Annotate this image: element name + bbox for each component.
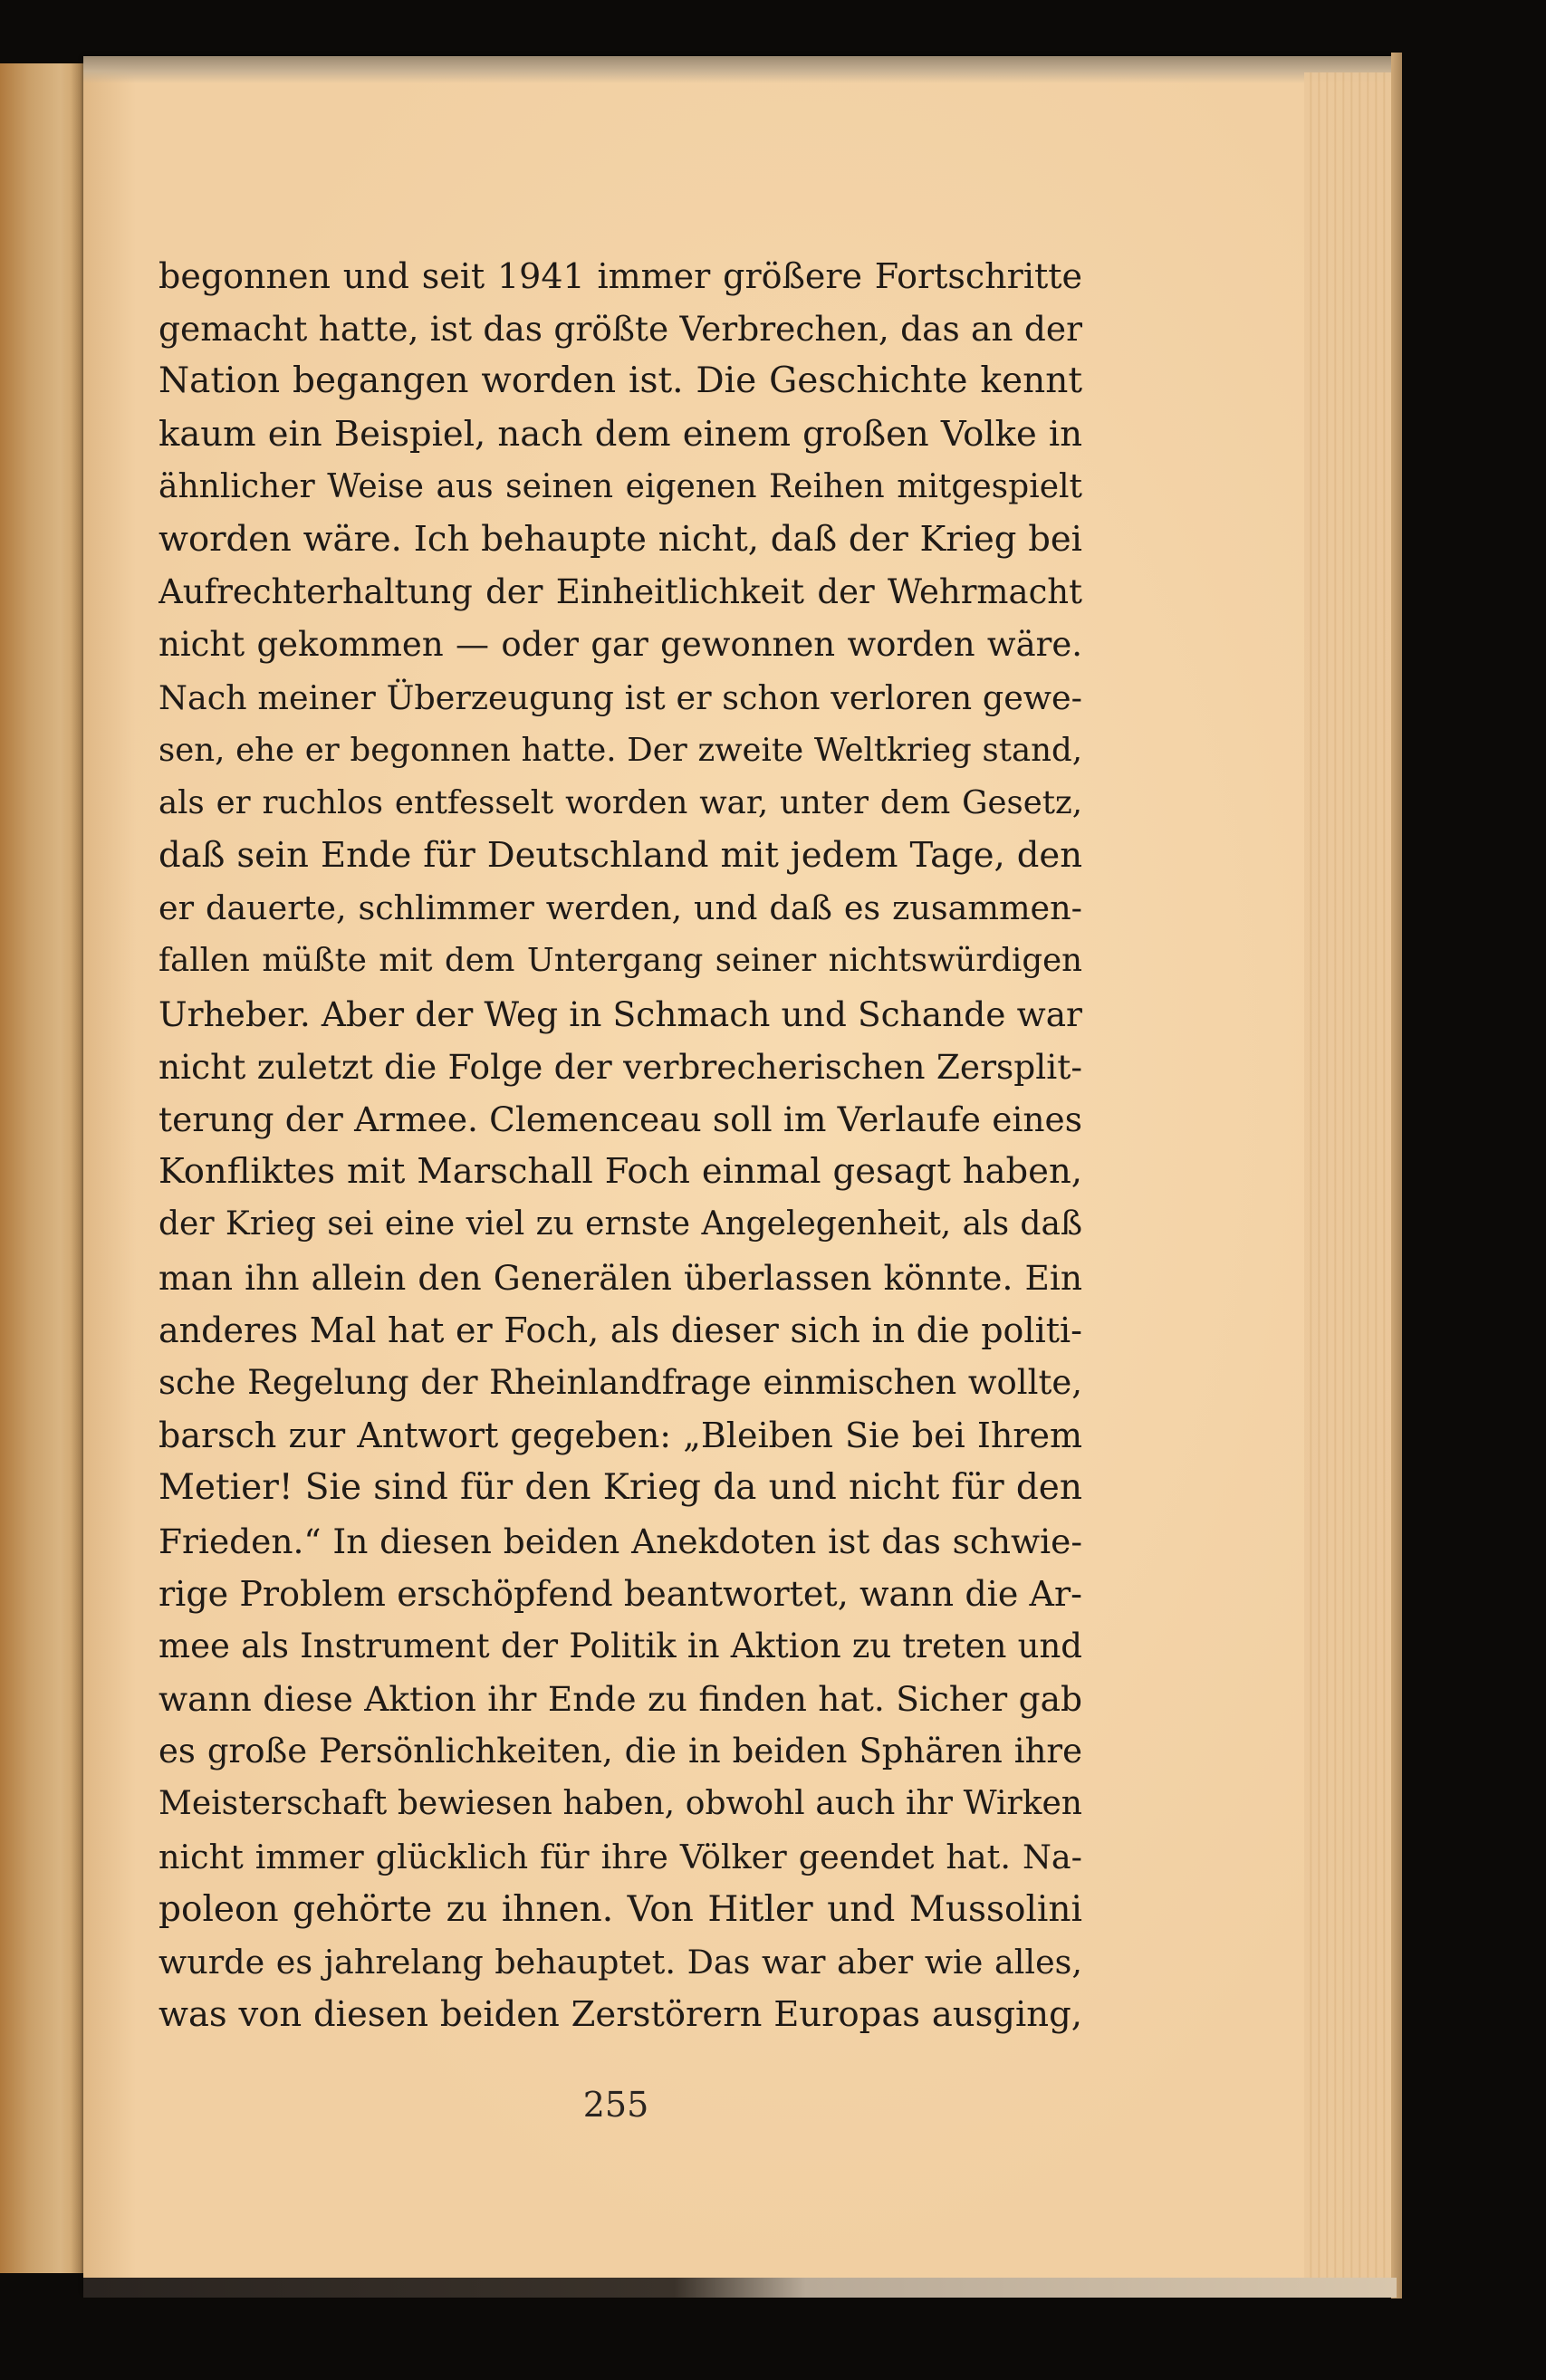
- page-edges: [1304, 72, 1399, 2282]
- text-line: terung der Armee. Clemenceau soll im Verlaufe eines: [158, 1099, 1082, 1139]
- text-line: Aufrechterhaltung der Einheitlichkeit der Wehrmacht: [158, 572, 1082, 612]
- page-number: 255: [582, 2085, 649, 2125]
- page-bottom-edge: [83, 2278, 1397, 2298]
- text-line: wurde es jahrelang behauptet. Das war aber wie alles,: [158, 1943, 1082, 1982]
- text-line: Meisterschaft bewiesen haben, obwohl auch ihr Wirken: [158, 1785, 1082, 1823]
- text-line: der Krieg sei eine viel zu ernste Angelegenheit, als daß: [158, 1205, 1082, 1243]
- book-cover-edge: [1391, 53, 1402, 2298]
- text-line: barsch zur Antwort gegeben: „Bleiben Sie bei Ihrem: [158, 1416, 1082, 1456]
- text-line: er dauerte, schlimmer werden, und daß es zusammen-: [158, 888, 1082, 928]
- text-line: begonnen und seit 1941 immer größere Fortschritte: [158, 256, 1082, 296]
- text-line: sen, ehe er begonnen hatte. Der zweite Weltkrieg stand,: [158, 731, 1082, 769]
- page-top-edge: [83, 56, 1397, 83]
- text-line: sche Regelung der Rheinlandfrage einmischen wollte,: [158, 1362, 1082, 1402]
- text-line: was von diesen beiden Zerstörern Europas ausging,: [158, 1994, 1082, 2036]
- text-line: rige Problem erschöpfend beantwortet, wann die Ar-: [158, 1573, 1082, 1614]
- text-line: Konfliktes mit Marschall Foch einmal gesagt haben,: [158, 1151, 1082, 1193]
- text-line: ähnlicher Weise aus seinen eigenen Reihen mitgespielt: [158, 467, 1082, 505]
- text-line: Nation begangen worden ist. Die Geschichte kennt: [158, 360, 1082, 402]
- text-line: es große Persönlichkeiten, die in beiden Sphären ihre: [158, 1732, 1082, 1771]
- text-line: kaum ein Beispiel, nach dem einem großen Volke in: [158, 413, 1082, 455]
- text-line: als er ruchlos entfesselt worden war, unter dem Gesetz,: [158, 783, 1082, 821]
- text-line: Frieden.“ In diesen beiden Anekdoten ist das schwie-: [158, 1521, 1082, 1561]
- text-line: Urheber. Aber der Weg in Schmach und Schande war: [158, 993, 1082, 1034]
- text-line: nicht zuletzt die Folge der verbrecherischen Zersplit-: [158, 1046, 1082, 1087]
- text-line: poleon gehörte zu ihnen. Von Hitler und Mussolini: [158, 1888, 1082, 1930]
- text-line: wann diese Aktion ihr Ende zu finden hat. Sicher gab: [158, 1679, 1082, 1720]
- text-line: Metier! Sie sind für den Krieg da und nicht für den: [158, 1467, 1082, 1509]
- body-text: [158, 250, 1082, 2041]
- text-line: Nach meiner Überzeugung ist er schon verloren gewe-: [158, 677, 1082, 717]
- text-line: gemacht hatte, ist das größte Verbrechen, das an der: [158, 309, 1082, 350]
- text-line: fallen müßte mit dem Untergang seiner nichtswürdigen: [158, 942, 1082, 980]
- text-line: mee als Instrument der Politik in Aktion zu treten und: [158, 1626, 1082, 1665]
- text-line: nicht immer glücklich für ihre Völker geendet hat. Na-: [158, 1837, 1082, 1876]
- text-line: nicht gekommen — oder gar gewonnen worden wäre.: [158, 625, 1082, 665]
- text-line: man ihn allein den Generälen überlassen könnte. Ein: [158, 1257, 1082, 1298]
- text-line: daß sein Ende für Deutschland mit jedem Tage, den: [158, 835, 1082, 877]
- text-line: worden wäre. Ich behaupte nicht, daß der Krieg bei: [158, 518, 1082, 560]
- text-line: anderes Mal hat er Foch, als dieser sich in die politi-: [158, 1310, 1082, 1350]
